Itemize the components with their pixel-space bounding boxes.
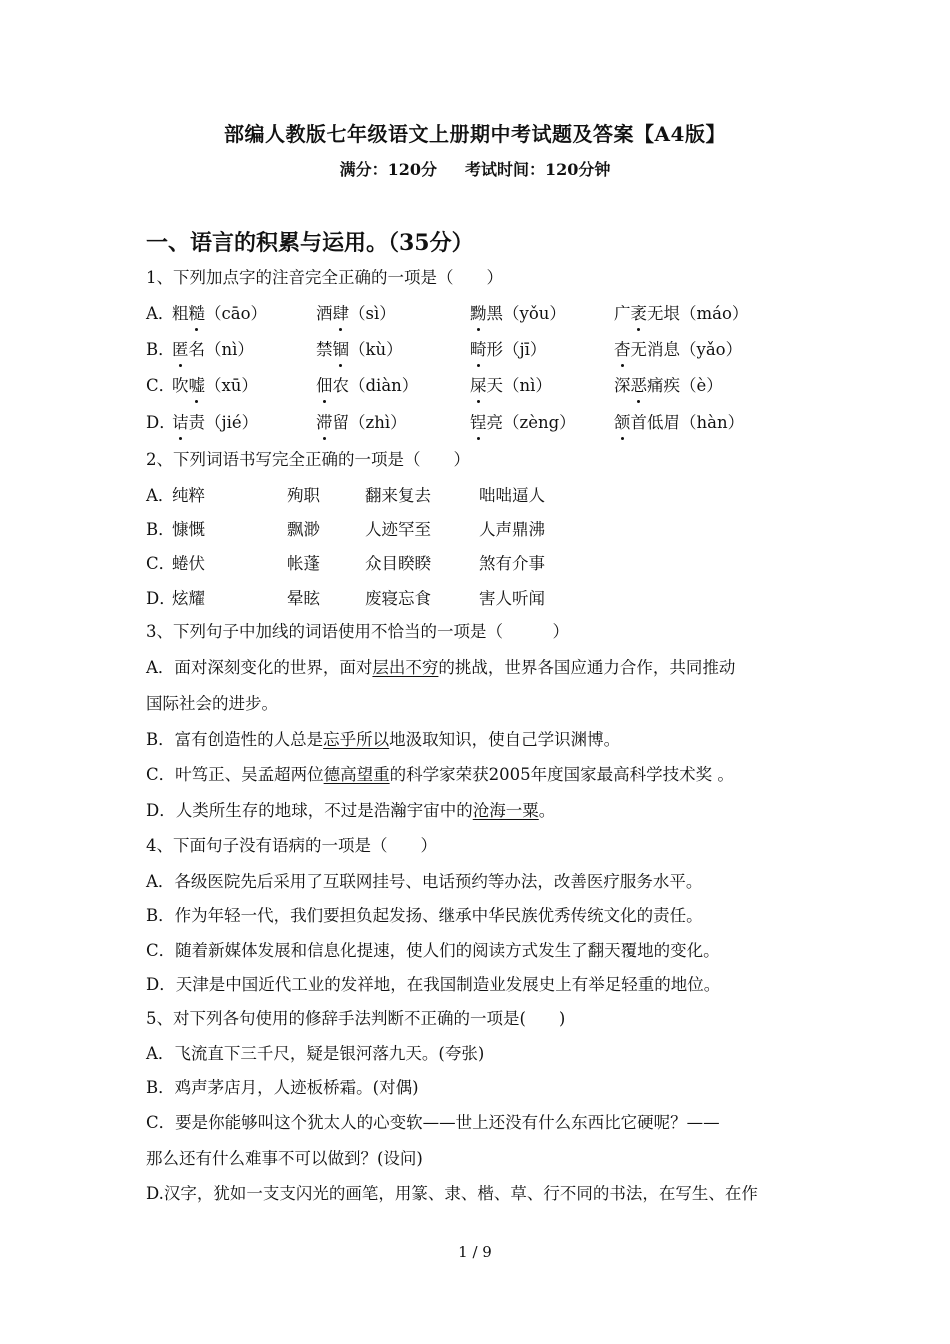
- word-item: 众目睽睽: [365, 554, 431, 573]
- dotted-character: 畸: [470, 338, 487, 362]
- dotted-character: 锃: [470, 411, 487, 435]
- exam-time: 考试时间：120分钟: [465, 160, 611, 179]
- word-item: 害人听闻: [479, 589, 545, 608]
- word-item: 飘渺: [287, 520, 320, 539]
- q3-option-d: D．人类所生存的地球，不过是浩瀚宇宙中的沧海一粟。: [146, 801, 556, 820]
- word-item: 纯粹: [172, 486, 205, 505]
- dotted-character: 糙: [189, 302, 206, 326]
- underlined-phrase: 层出不穷: [372, 658, 439, 677]
- q5-option-c-cont: 那么还有什么难事不可以做到？(设问): [146, 1149, 423, 1168]
- word-item: 人声鼎沸: [479, 520, 545, 539]
- pinyin-item: 粗糙（cāo）: [172, 302, 267, 326]
- option-label: A．: [146, 486, 175, 505]
- q1-stem: 1、下列加点字的注音完全正确的一项是（ ）: [146, 268, 503, 287]
- option-label: B．: [146, 340, 175, 359]
- word-item: 帐蓬: [287, 554, 320, 573]
- word-item: 炫耀: [172, 589, 205, 608]
- q3-option-a: A．面对深刻变化的世界，面对层出不穷的挑战，世界各国应通力合作，共同推动: [146, 658, 736, 677]
- dotted-character: 恶: [631, 374, 648, 398]
- underlined-phrase: 沧海一粟: [472, 801, 539, 820]
- dotted-character: 肆: [333, 302, 350, 326]
- q3-stem: 3、下列句子中加线的词语使用不恰当的一项是（ ）: [146, 622, 569, 641]
- pinyin-item: 滞留（zhì）: [316, 411, 407, 435]
- pinyin-item: 深恶痛疾（è）: [614, 374, 723, 398]
- q3-option-c: C．叶笃正、吴孟超两位德高望重的科学家荣获2005年度国家最高科学技术奖 。: [146, 765, 734, 784]
- word-item: 咄咄逼人: [479, 486, 545, 505]
- dotted-character: 黝: [470, 302, 487, 326]
- q4-option-a: A．各级医院先后采用了互联网挂号、电话预约等办法，改善医疗服务水平。: [146, 872, 703, 891]
- pinyin-item: 锃亮（zèng）: [470, 411, 576, 435]
- q4-option-b: B．作为年轻一代，我们要担负起发扬、继承中华民族优秀传统文化的责任。: [146, 906, 703, 925]
- option-label: A．: [146, 304, 175, 323]
- word-item: 晕眩: [287, 589, 320, 608]
- dotted-character: 颔: [614, 411, 631, 435]
- option-label: C．: [146, 376, 176, 395]
- q4-option-c: C．随着新媒体发展和信息化提速，使人们的阅读方式发生了翻天覆地的变化。: [146, 941, 720, 960]
- word-item: 殉职: [287, 486, 320, 505]
- dotted-character: 嘘: [189, 374, 206, 398]
- q4-option-d: D．天津是中国近代工业的发祥地，在我国制造业发展史上有举足轻重的地位。: [146, 975, 721, 994]
- q5-option-c: C．要是你能够叫这个犹太人的心变软——世上还没有什么东西比它硬呢？——: [146, 1113, 720, 1132]
- dotted-character: 屎: [470, 374, 487, 398]
- dotted-character: 锢: [333, 338, 350, 362]
- pinyin-item: 畸形（jī）: [470, 338, 546, 362]
- pinyin-item: 屎天（nì）: [470, 374, 552, 398]
- page-title: 部编人教版七年级语文上册期中考试题及答案【A4版】: [224, 122, 726, 146]
- q5-option-d: D.汉字，犹如一支支闪光的画笔，用篆、隶、楷、草、行不同的书法，在写生、在作: [146, 1184, 758, 1203]
- dotted-character: 袤: [631, 302, 648, 326]
- pinyin-item: 诘责（jié）: [172, 411, 258, 435]
- q5-stem: 5、对下列各句使用的修辞手法判断不正确的一项是( ): [146, 1009, 566, 1028]
- pinyin-item: 禁锢（kù）: [316, 338, 403, 362]
- dotted-character: 杳: [614, 338, 631, 362]
- pinyin-item: 吹嘘（xū）: [172, 374, 258, 398]
- word-item: 人迹罕至: [365, 520, 431, 539]
- word-item: 废寝忘食: [365, 589, 431, 608]
- word-item: 煞有介事: [479, 554, 545, 573]
- underlined-phrase: 忘乎所以: [323, 730, 390, 749]
- option-label: B．: [146, 520, 175, 539]
- q3-option-a-cont: 国际社会的进步。: [146, 694, 278, 713]
- dotted-character: 匿: [172, 338, 189, 362]
- q4-stem: 4、下面句子没有语病的一项是（ ）: [146, 836, 437, 855]
- dotted-character: 佃: [316, 374, 333, 398]
- dotted-character: 滞: [316, 411, 333, 435]
- underlined-phrase: 德高望重: [323, 765, 390, 784]
- pinyin-item: 颔首低眉（hàn）: [614, 411, 744, 435]
- pinyin-item: 杳无消息（yǎo）: [614, 338, 742, 362]
- word-item: 翻来复去: [365, 486, 431, 505]
- word-item: 慷慨: [172, 520, 205, 539]
- pinyin-item: 酒肆（sì）: [316, 302, 396, 326]
- q5-option-b: B．鸡声茅店月，人迹板桥霜。(对偶): [146, 1078, 419, 1097]
- section-heading: 一、语言的积累与运用。（35分）: [146, 230, 474, 256]
- q2-stem: 2、下列词语书写完全正确的一项是（ ）: [146, 450, 470, 469]
- option-label: D．: [146, 589, 176, 608]
- pinyin-item: 黝黑（yǒu）: [470, 302, 566, 326]
- q3-option-b: B．富有创造性的人总是忘乎所以地汲取知识，使自己学识渊博。: [146, 730, 621, 749]
- exam-info: [0, 157, 950, 180]
- q5-option-a: A．飞流直下三千尺，疑是银河落九天。(夸张): [146, 1044, 485, 1063]
- word-item: 蜷伏: [172, 554, 205, 573]
- option-label: C．: [146, 554, 176, 573]
- pinyin-item: 广袤无垠（máo）: [614, 302, 748, 326]
- page-number: 1 / 9: [458, 1243, 492, 1261]
- dotted-character: 诘: [172, 411, 189, 435]
- pinyin-item: 匿名（nì）: [172, 338, 254, 362]
- pinyin-item: 佃农（diàn）: [316, 374, 418, 398]
- option-label: D．: [146, 413, 176, 432]
- full-score: 满分：120分: [339, 160, 437, 179]
